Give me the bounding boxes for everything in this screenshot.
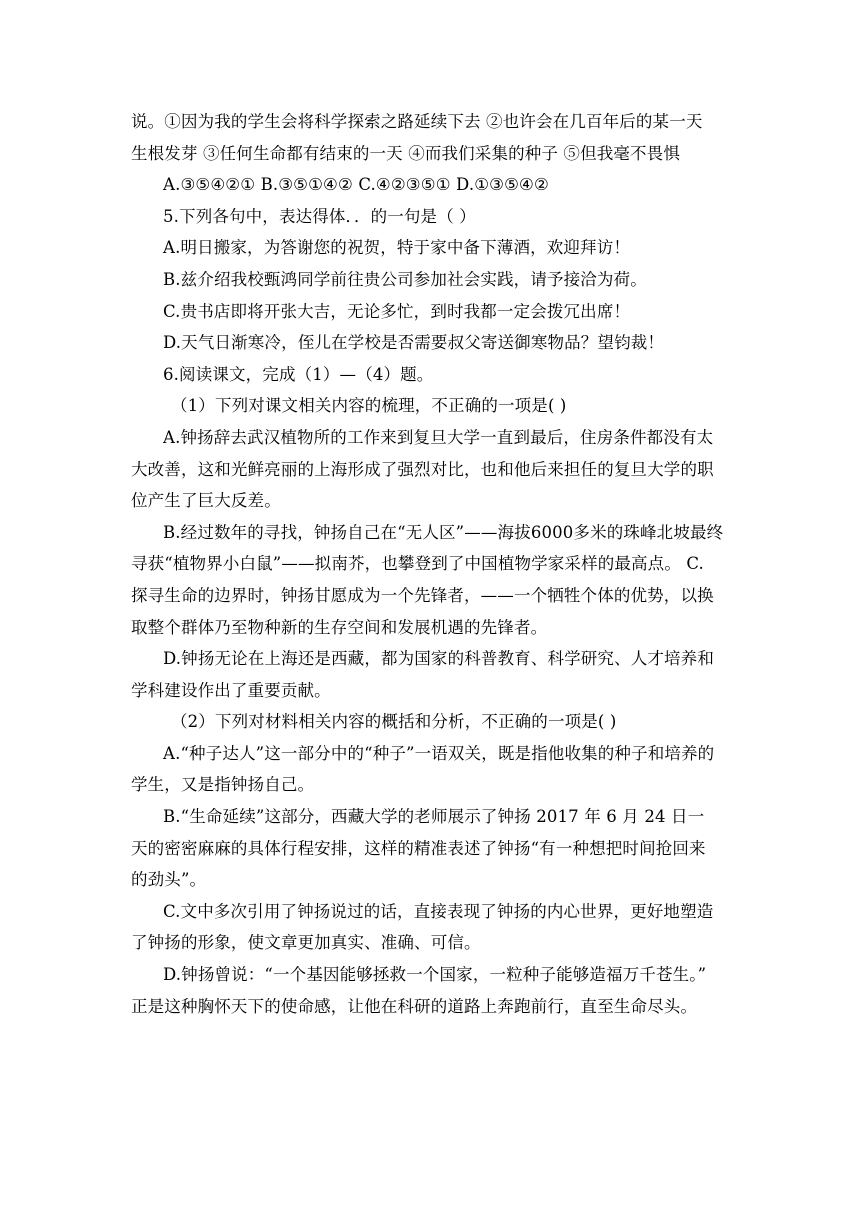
- document-body: [131, 106, 731, 1022]
- text-line: 说。①因为我的学生会将科学探索之路延续下去 ②也许会在几百年后的某一天: [131, 112, 703, 131]
- text-line: 生根发芽 ③任何生命都有结束的一天 ④而我们采集的种子 ⑤但我毫不畏惧: [131, 143, 680, 163]
- text-line: 天的密密麻麻的具体行程安排，这样的精准表述了钟扬“有一种想把时间抢回来: [131, 838, 706, 858]
- text-line: 学生，又是指钟扬自己。: [131, 775, 315, 795]
- text-line: D.钟扬无论在上海还是西藏，都为国家的科普教育、科学研究、人才培养和: [163, 649, 714, 669]
- question-5-option-d: [131, 327, 731, 359]
- text-line: 取整个群体乃至物种新的生存空间和发展机遇的先锋者。: [131, 617, 548, 637]
- text-line: 探寻生命的边界时，钟扬甘愿成为一个先锋者，——一个牺牲个体的优势，以换: [131, 585, 714, 605]
- text-line: 的劲头”。: [131, 870, 207, 890]
- text-line: C.文中多次引用了钟扬说过的话，直接表现了钟扬的内心世界，更好地塑造: [163, 901, 714, 921]
- question-5-option-c: [131, 296, 731, 328]
- text-line: 正是这种胸怀天下的使命感，让他在科研的道路上奔跑前行，直至生命尽头。: [131, 996, 698, 1016]
- text-line: D.天气日渐寒冷，侄儿在学校是否需要叔父寄送御寒物品？望钧裁！: [163, 333, 665, 353]
- text-line: 寻获“植物界小白鼠”——拟南芥，也攀登到了中国植物学家采样的最高点。 C.: [131, 554, 704, 574]
- question-6-stem: [131, 359, 731, 391]
- paragraph-continuation: [131, 106, 731, 169]
- text-line: A.钟扬辞去武汉植物所的工作来到复旦大学一直到最后，住房条件都没有太: [163, 427, 714, 447]
- question-6-1-stem: [131, 390, 731, 422]
- question-6-1-option-a: [131, 422, 731, 517]
- text-line: 了钟扬的形象，使文章更加真实、准确、可信。: [131, 933, 481, 953]
- text-line: 位产生了巨大反差。: [131, 491, 281, 511]
- text-line: A.明日搬家，为答谢您的祝贺，特于家中备下薄酒，欢迎拜访！: [163, 238, 631, 258]
- question-6-2-option-d: [131, 959, 731, 1022]
- text-line: （2）下列对材料相关内容的概括和分析，不正确的一项是( ): [171, 712, 617, 732]
- question-6-2-option-b: [131, 801, 731, 896]
- text-line: A.“种子达人”这一部分中的“种子”一语双关，既是指他收集的种子和培养的: [163, 743, 715, 763]
- text-line: C.贵书店即将开张大吉，无论多忙，到时我都一定会拨冗出席！: [163, 301, 631, 321]
- text-line: B.经过数年的寻找，钟扬自己在“无人区”——海拔6000多米的珠峰北坡最终: [163, 522, 724, 542]
- text-line: 5.下列各句中，表达得体．．的一句是（ ）: [163, 206, 476, 226]
- text-line: 6.阅读课文，完成（1）—（4）题。: [163, 364, 434, 384]
- text-line: A.③⑤④②① B.③⑤①④② C.④②③⑤① D.①③⑤④②: [163, 175, 549, 195]
- question-5-option-a: [131, 232, 731, 264]
- text-line: D.钟扬曾说：“一个基因能够拯救一个国家，一粒种子能够造福万千苍生。”: [163, 965, 707, 985]
- question-6-2-stem: [131, 706, 731, 738]
- question-4-options: [131, 169, 731, 201]
- question-6-2-option-a: [131, 738, 731, 801]
- question-6-2-option-c: [131, 896, 731, 959]
- text-line: B.“生命延续”这部分，西藏大学的老师展示了钟扬 2017 年 6 月 24 日一: [163, 807, 705, 827]
- text-line: 学科建设作出了重要贡献。: [131, 680, 331, 700]
- question-5-stem: [131, 201, 731, 233]
- question-6-1-option-d: [131, 643, 731, 706]
- text-line: 大改善，这和光鲜亮丽的上海形成了强烈对比，也和他后来担任的复旦大学的职: [131, 459, 714, 479]
- question-6-1-option-b-c: [131, 517, 731, 643]
- text-line: B.兹介绍我校甄鸿同学前往贵公司参加社会实践，请予接洽为荷。: [163, 269, 647, 289]
- question-5-option-b: [131, 264, 731, 296]
- text-line: （1）下列对课文相关内容的梳理，不正确的一项是( ): [171, 396, 567, 416]
